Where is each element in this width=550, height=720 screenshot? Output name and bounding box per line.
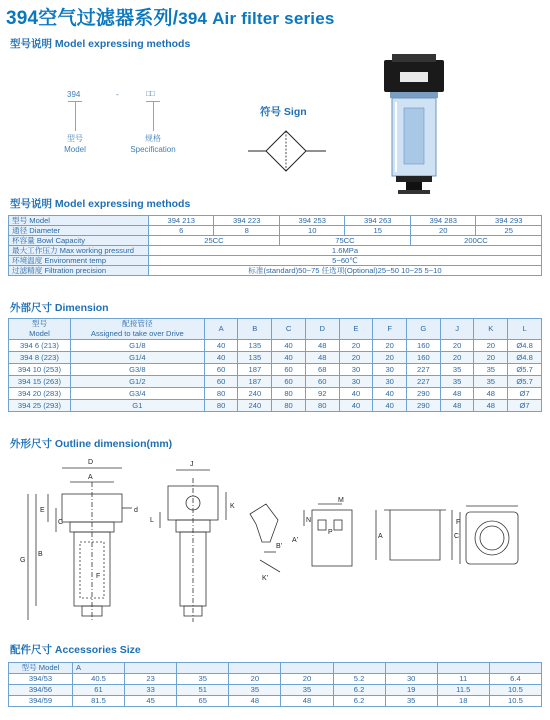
table-cell: 394 213 (148, 216, 214, 226)
model-label: 型号 Model (64, 134, 86, 154)
table-cell: 80 (204, 400, 238, 412)
table-cell: 20 (229, 674, 281, 685)
table-row (9, 226, 542, 236)
table-cell: 40.5 (72, 674, 124, 685)
table-cell: 51 (177, 685, 229, 696)
table-header-row (9, 319, 542, 340)
table-cell: 20 (373, 340, 407, 352)
table-cell: 394 223 (214, 216, 280, 226)
table-cell: 5~60℃ (148, 256, 541, 266)
table-cell: Ø5.7 (508, 376, 542, 388)
table-cell: 60 (204, 364, 238, 376)
column-header: L (508, 319, 542, 340)
dim-label-L: L (150, 517, 154, 524)
row-label: 环境温度 Environment temp (9, 256, 149, 266)
table-cell: 6 (148, 226, 214, 236)
table-cell: 30 (385, 674, 437, 685)
column-header: E (339, 319, 373, 340)
table-cell: 227 (407, 376, 441, 388)
cell-model: 394/53 (9, 674, 73, 685)
column-header: G (407, 319, 441, 340)
table-cell: 35 (474, 364, 508, 376)
cell-port: G3/8 (70, 364, 204, 376)
table-row (9, 364, 542, 376)
table-row (9, 400, 542, 412)
dim-label-P: P (328, 529, 333, 536)
table-cell: 394 253 (279, 216, 345, 226)
table-cell: 160 (407, 340, 441, 352)
dim-label-M: M (338, 497, 344, 504)
dim-label-N: N (306, 517, 312, 524)
table-cell: 48 (440, 388, 474, 400)
cell-model: 394 15 (263) (9, 376, 71, 388)
table-cell: 60 (272, 376, 306, 388)
dim-label-A2: A (378, 533, 383, 540)
table-cell: 30 (373, 364, 407, 376)
dim-label-A: A (88, 474, 93, 481)
table-cell: 135 (238, 352, 272, 364)
cell-model: 394/59 (9, 696, 73, 707)
table-cell: 135 (238, 340, 272, 352)
table-cell: 20 (410, 226, 476, 236)
table-cell: 240 (238, 388, 272, 400)
dim-label-C: C (58, 519, 64, 526)
table-cell: 240 (238, 400, 272, 412)
table-cell: 6.4 (489, 674, 541, 685)
dim-label-F: F (96, 573, 101, 580)
table-cell: 30 (339, 364, 373, 376)
dimension-heading: 外部尺寸 Dimension (10, 302, 109, 314)
table-cell: 20 (373, 352, 407, 364)
table-cell: 6.2 (333, 696, 385, 707)
table-row (9, 696, 542, 707)
table-cell: 6.2 (333, 685, 385, 696)
table-cell: 11 (437, 674, 489, 685)
table-cell: 19 (385, 685, 437, 696)
table-cell: 30 (373, 376, 407, 388)
row-label: 型号 Model (9, 216, 149, 226)
table-cell: 33 (125, 685, 177, 696)
sign-heading: 符号 Sign (260, 106, 307, 118)
table-cell: 40 (204, 340, 238, 352)
cell-model: 394 8 (223) (9, 352, 71, 364)
table-cell: 60 (305, 376, 339, 388)
dim-label-B: B (38, 551, 43, 558)
column-header: D (305, 319, 339, 340)
table-cell: 45 (125, 696, 177, 707)
table-cell: 80 (305, 400, 339, 412)
dim-label-D: D (88, 459, 94, 466)
table-row (9, 376, 542, 388)
table-cell: 160 (407, 352, 441, 364)
dim-label-d: d (134, 507, 138, 514)
table-cell: 227 (407, 364, 441, 376)
spec-label: 规格 Specification (130, 134, 176, 154)
table-cell: 35 (385, 696, 437, 707)
table-cell: 48 (305, 340, 339, 352)
table-row (9, 236, 542, 246)
column-header: C (272, 319, 306, 340)
row-label: 过滤精度 Filtration precision (9, 266, 149, 276)
outline-heading: 外形尺寸 Outline dimension(mm) (10, 438, 173, 450)
table-cell: 40 (272, 352, 306, 364)
table-row (9, 266, 542, 276)
table-header-row (9, 663, 542, 674)
table-cell: 10.5 (489, 696, 541, 707)
table-cell: 10.5 (489, 685, 541, 696)
table-cell: 20 (440, 340, 474, 352)
model-code-dash: - (116, 90, 119, 99)
cell-port: G3/4 (70, 388, 204, 400)
table-cell: 394 293 (476, 216, 542, 226)
cell-model: 394 6 (213) (9, 340, 71, 352)
column-header: A (204, 319, 238, 340)
table-cell: 25CC (148, 236, 279, 246)
filter-symbol (248, 128, 328, 178)
dim-label-A-prime: A' (292, 537, 299, 544)
table-cell: 25 (476, 226, 542, 236)
table-cell: 20 (281, 674, 333, 685)
model-code-leader (75, 101, 76, 131)
dim-label-B-prime: B' (276, 543, 283, 550)
table-cell: 40 (339, 388, 373, 400)
accessories-heading: 配件尺寸 Accessories Size (10, 644, 141, 656)
table-row (9, 352, 542, 364)
header-model: 型号 Model (9, 319, 71, 340)
page-title: 394空气过滤器系列/394 Air filter series (6, 8, 335, 29)
spec-table (8, 215, 542, 276)
table-cell: 187 (238, 364, 272, 376)
column-header: A (72, 663, 124, 674)
table-cell: 20 (474, 352, 508, 364)
table-cell: 40 (373, 388, 407, 400)
cell-model: 394 10 (253) (9, 364, 71, 376)
table-cell: 20 (339, 340, 373, 352)
accessories-table (8, 662, 542, 707)
table-cell: 48 (305, 352, 339, 364)
cell-model: 394/56 (9, 685, 73, 696)
table-cell: 标准(standard)50~75 任选项(Optional)25~50 10~25 5~10 (148, 266, 541, 276)
outline-drawing (0, 452, 550, 632)
table-cell: 394 283 (410, 216, 476, 226)
table-row (9, 340, 542, 352)
model-code-prefix: 394 (67, 90, 81, 99)
table-row (9, 674, 542, 685)
table-cell: 75CC (279, 236, 410, 246)
table-cell: 48 (440, 400, 474, 412)
table-cell: 15 (345, 226, 411, 236)
table-cell: 10 (279, 226, 345, 236)
table-cell: 48 (474, 388, 508, 400)
table-cell: 48 (474, 400, 508, 412)
table-cell: 40 (272, 340, 306, 352)
dim-label-F2: F (456, 519, 461, 526)
table-row (9, 388, 542, 400)
table-cell: 200CC (410, 236, 541, 246)
dim-label-G: G (20, 557, 26, 564)
table-cell: 40 (339, 400, 373, 412)
dim-label-E: E (40, 507, 45, 514)
column-header: B (238, 319, 272, 340)
table-cell: 35 (177, 674, 229, 685)
dim-label-K-prime: K' (262, 575, 269, 582)
cell-port: G1/8 (70, 340, 204, 352)
table-cell: 35 (281, 685, 333, 696)
table-cell: 23 (125, 674, 177, 685)
table-cell: 81.5 (72, 696, 124, 707)
table-cell: 1.6MPa (148, 246, 541, 256)
table-cell: 60 (272, 364, 306, 376)
table-cell: 290 (407, 388, 441, 400)
dim-label-J: J (190, 461, 194, 468)
table-cell: 35 (474, 376, 508, 388)
table-cell: 68 (305, 364, 339, 376)
spec-table-heading: 型号说明 Model expressing methods (10, 198, 191, 210)
table-cell: 60 (204, 376, 238, 388)
table-cell: 20 (474, 340, 508, 352)
table-cell: 20 (339, 352, 373, 364)
model-heading: 型号说明 Model expressing methods (10, 38, 191, 50)
column-header: J (440, 319, 474, 340)
cell-port: G1/2 (70, 376, 204, 388)
table-cell: 40 (373, 400, 407, 412)
table-row (9, 246, 542, 256)
table-cell: 35 (229, 685, 281, 696)
header-model: 型号 Model (9, 663, 73, 674)
dim-label-C2: C (454, 533, 460, 540)
row-label: 通径 Diameter (9, 226, 149, 236)
table-cell: 11.5 (437, 685, 489, 696)
dimension-table (8, 318, 542, 412)
table-row (9, 216, 542, 226)
table-cell: 35 (440, 364, 474, 376)
table-cell: 65 (177, 696, 229, 707)
table-cell: 8 (214, 226, 280, 236)
table-cell: 5.2 (333, 674, 385, 685)
cell-port: G1/4 (70, 352, 204, 364)
table-cell: Ø4.8 (508, 352, 542, 364)
header-port: 配接管径 Assigned to take over Drive (70, 319, 204, 340)
table-cell: 290 (407, 400, 441, 412)
table-row (9, 256, 542, 266)
model-code-suffix: □□ (146, 89, 154, 98)
table-cell: 61 (72, 685, 124, 696)
dim-label-K: K (230, 503, 235, 510)
table-cell: 394 263 (345, 216, 411, 226)
table-cell: Ø5.7 (508, 364, 542, 376)
table-row (9, 685, 542, 696)
table-cell: 30 (339, 376, 373, 388)
row-label: 最大工作压力 Max working pressurd (9, 246, 149, 256)
table-cell: 35 (440, 376, 474, 388)
table-cell: 18 (437, 696, 489, 707)
product-photo (380, 52, 450, 198)
table-cell: 48 (281, 696, 333, 707)
column-header: K (474, 319, 508, 340)
table-cell: 187 (238, 376, 272, 388)
cell-port: G1 (70, 400, 204, 412)
column-header: F (373, 319, 407, 340)
table-cell: 48 (229, 696, 281, 707)
table-cell: Ø7 (508, 400, 542, 412)
table-cell: 80 (204, 388, 238, 400)
table-cell: 80 (272, 400, 306, 412)
table-cell: 20 (440, 352, 474, 364)
table-cell: 40 (204, 352, 238, 364)
table-cell: 80 (272, 388, 306, 400)
table-cell: 92 (305, 388, 339, 400)
cell-model: 394 25 (293) (9, 400, 71, 412)
table-cell: Ø7 (508, 388, 542, 400)
cell-model: 394 20 (283) (9, 388, 71, 400)
table-cell: Ø4.8 (508, 340, 542, 352)
spec-code-leader (153, 101, 154, 131)
row-label: 杯容量 Bowl Capacity (9, 236, 149, 246)
